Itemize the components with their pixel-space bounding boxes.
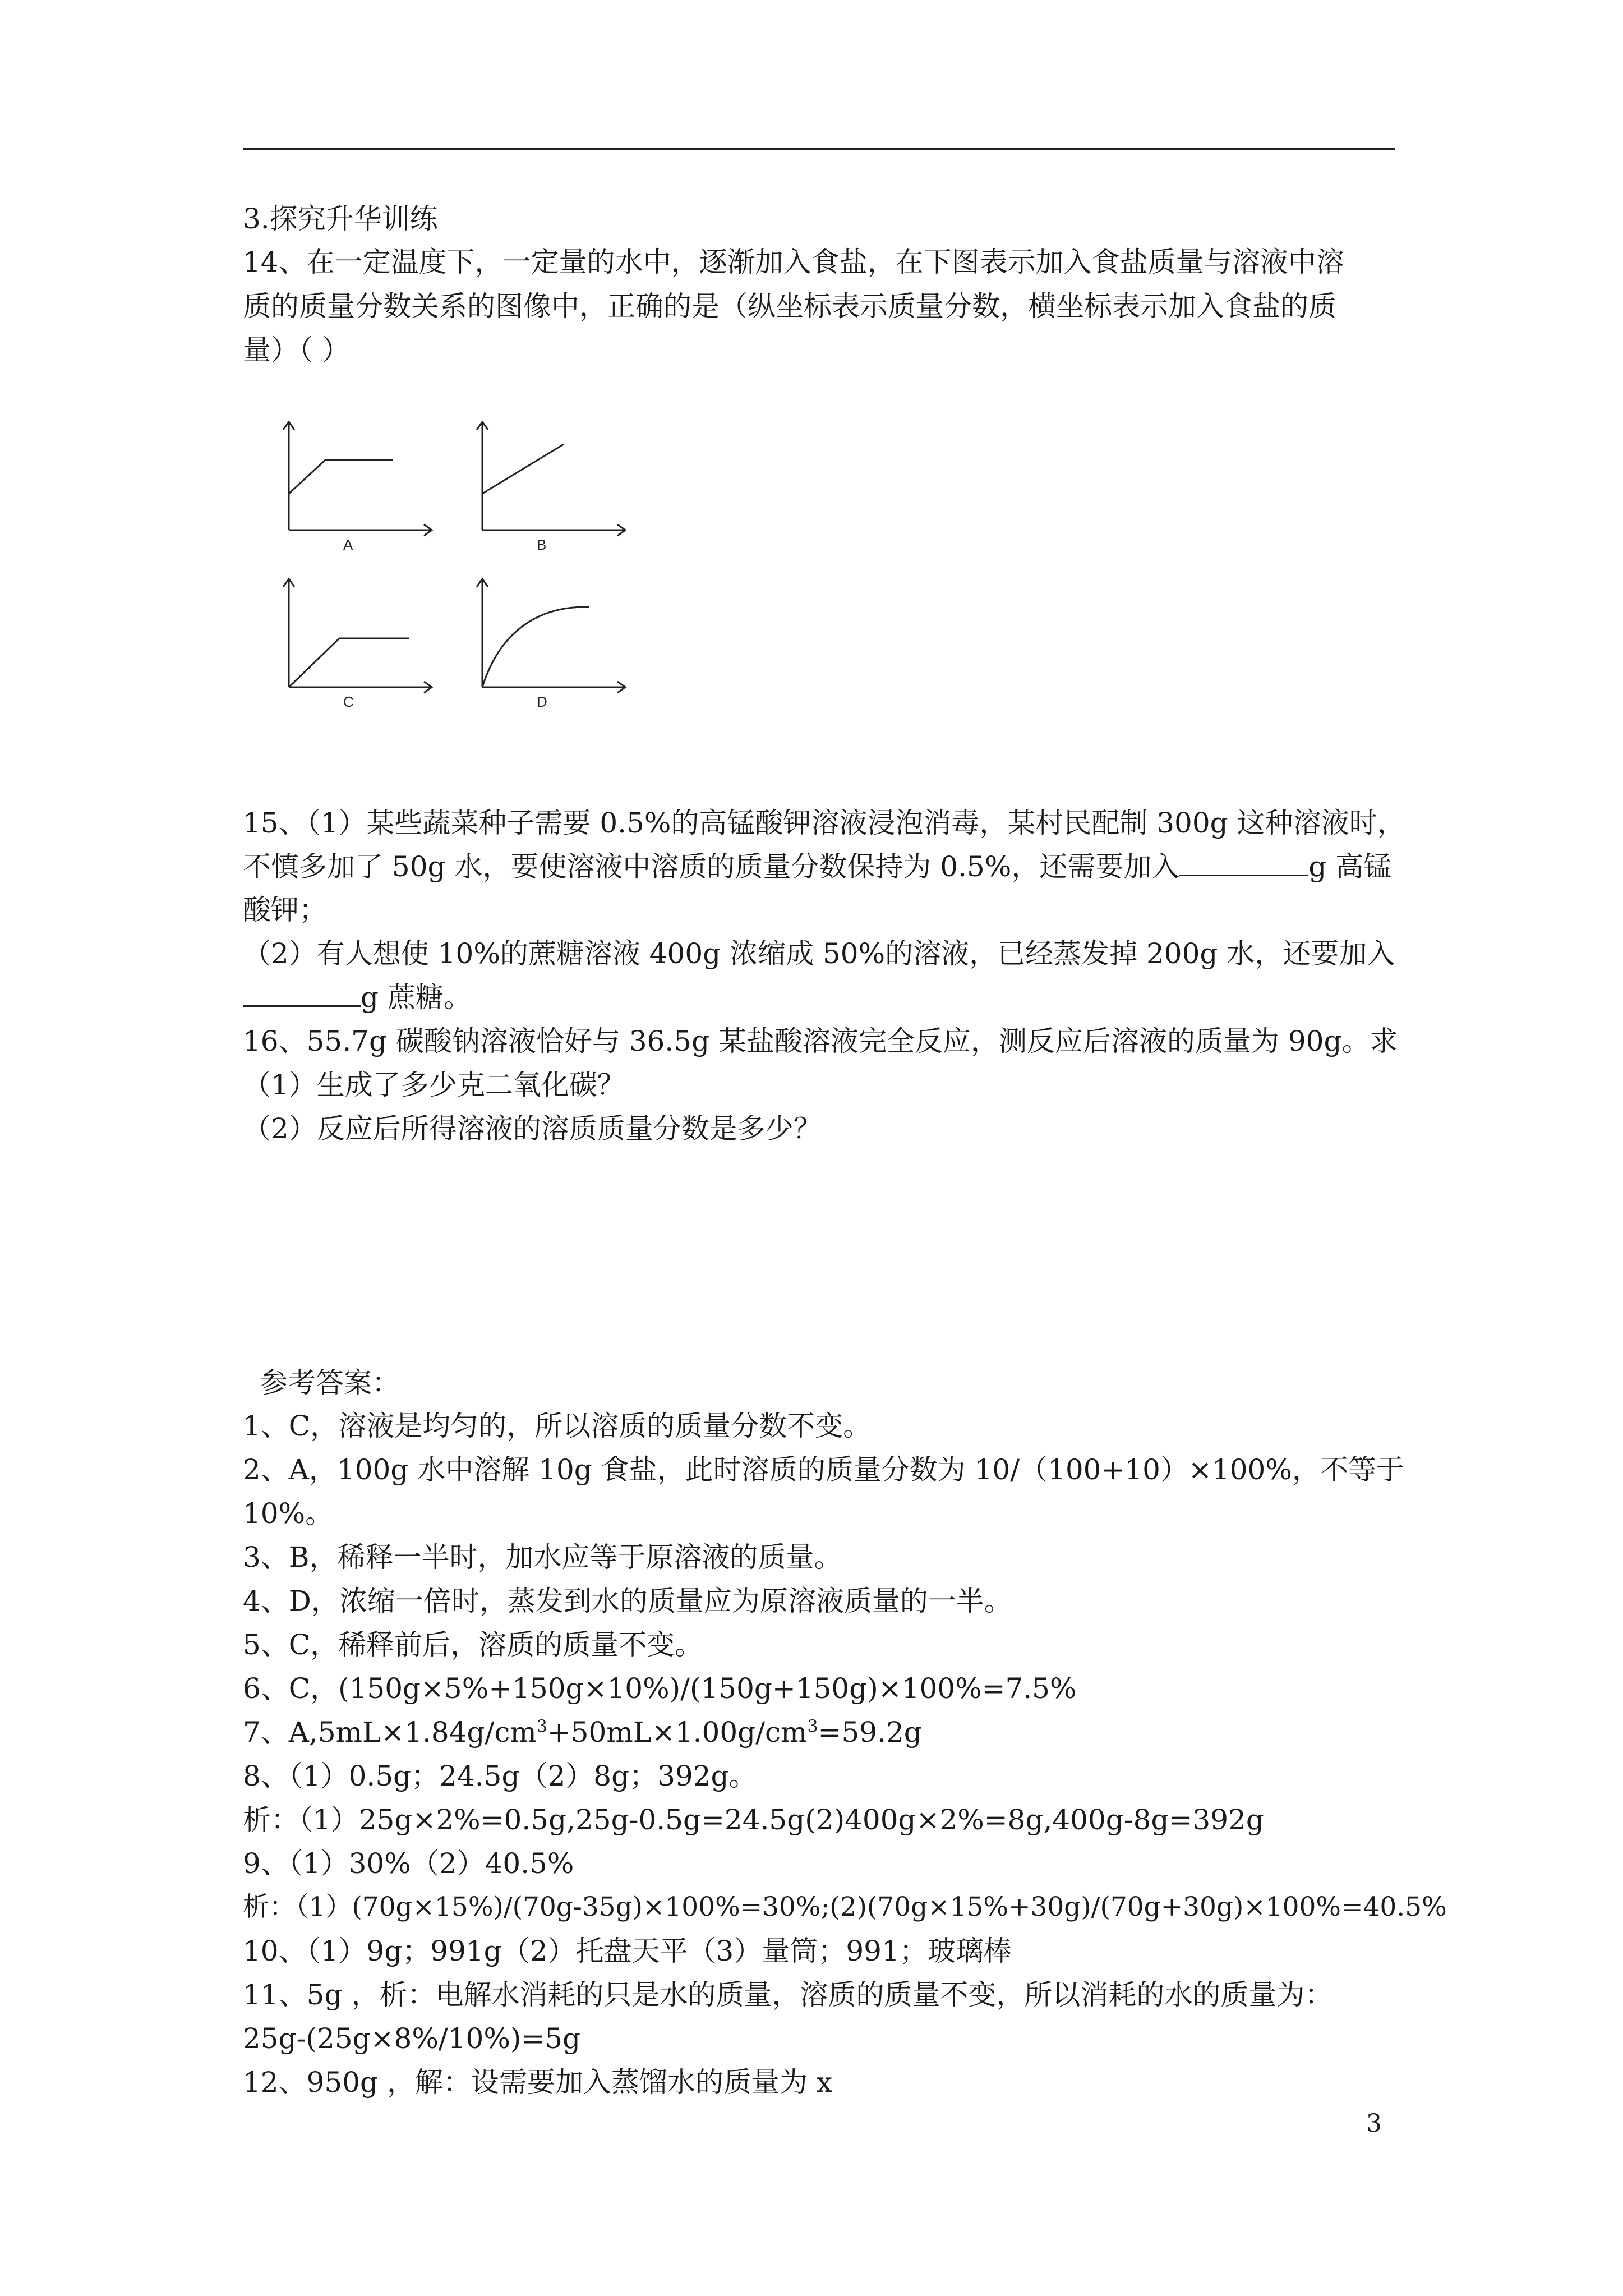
q15-line-2 [243,850,1391,884]
answer-6: 6、C，(150g×5%+150g×10%)/(150g+150g)×100%=7.5% [243,1672,1077,1705]
q16-line-1: 16、55.7g 碳酸钠溶液恰好与 36.5g 某盐酸溶液完全反应，测反应后溶液的质量为 90g。求 [243,1025,1398,1057]
answer-7-part-1: 7、A,5mL×1.84g/cm [243,1716,537,1749]
q15-line-2-text: 不慎多加了 50g 水，要使溶液中溶质的质量分数保持为 0.5%，还需要加入 [243,850,1180,883]
graph-d-label: D [537,693,547,710]
answer-8: 8、（1）0.5g；24.5g（2）8g；392g。 [243,1760,757,1792]
answer-8-explanation: 析：（1）25g×2%=0.5g,25g-0.5g=24.5g(2)400g×2%=8g,400g-8g=392g [243,1803,1264,1836]
graph-a [275,415,443,555]
answer-9-explanation: 析：（1）(70g×15%)/(70g-35g)×100%=30%;(2)(70g×15%+30g)/(70g+30g)×100%=40.5% [243,1892,1447,1922]
page-number: 3 [1366,2109,1382,2138]
answer-12: 12、950g ，解：设需要加入蒸馏水的质量为 x [243,2066,833,2099]
answer-11-line-1: 11、5g ，析：电解水消耗的只是水的质量，溶质的质量不变，所以消耗的水的质量为： [243,1978,1333,2011]
answer-7-part-2: +50mL×1.00g/cm [547,1716,808,1749]
answer-1: 1、C，溶液是均匀的，所以溶质的质量分数不变。 [243,1410,872,1442]
q15-line-4: （2）有人想使 10%的蔗糖溶液 400g 浓缩成 50%的溶液，已经蒸发掉 200g 水，还要加入 [243,937,1395,970]
q15-answer-blank-1[interactable] [1179,850,1308,876]
q14-line-3: 量）（ ） [243,334,350,366]
q15-line-5-unit: g 蔗糖。 [361,981,472,1014]
header-rule [243,148,1395,150]
answer-2-line-2: 10%。 [243,1497,334,1530]
q16-line-2: （1）生成了多少克二氧化碳？ [243,1069,625,1101]
answers-title: 参考答案： [260,1366,400,1399]
q15-line-1: 15、（1）某些蔬菜种子需要 0.5%的高锰酸钾溶液浸泡消毒，某村民配制 300g 这种溶液时， [243,807,1405,839]
answer-4: 4、D，浓缩一倍时，蒸发到水的质量应为原溶液质量的一半。 [243,1585,1012,1617]
graph-c [275,572,443,712]
graph-a-label: A [343,536,353,553]
answer-10: 10、（1）9g；991g（2）托盘天平（3）量筒；991；玻璃棒 [243,1935,1012,1967]
graph-b-label: B [537,536,547,553]
answer-7-sup-2: 3 [807,1717,818,1737]
answer-11-line-2: 25g-(25g×8%/10%)=5g [243,2022,581,2055]
answer-3: 3、B，稀释一半时，加水应等于原溶液的质量。 [243,1541,842,1573]
q15-line-3: 酸钾； [243,894,327,926]
graph-d [468,572,637,712]
graph-b [468,415,637,555]
q15-line-5 [243,981,472,1014]
answer-5: 5、C，稀释前后，溶质的质量不变。 [243,1628,703,1661]
q14-line-2: 质的质量分数关系的图像中，正确的是（纵坐标表示质量分数，横坐标表示加入食盐的质 [243,290,1336,323]
q15-answer-blank-2[interactable] [243,981,361,1007]
answer-7 [243,1715,922,1749]
answer-7-part-3: =59.2g [818,1716,922,1749]
section-title: 3.探究升华训练 [243,203,438,235]
answer-7-sup-1: 3 [536,1717,547,1737]
answer-9: 9、（1）30%（2）40.5% [243,1847,574,1880]
q15-line-2-unit: g 高锰 [1308,850,1392,883]
q16-line-3: （2）反应后所得溶液的溶质质量分数是多少？ [243,1112,822,1145]
q14-line-1: 14、在一定温度下，一定量的水中，逐渐加入食盐，在下图表示加入食盐质量与溶液中溶 [243,246,1344,278]
graph-c-label: C [343,693,354,710]
answer-2-line-1: 2、A，100g 水中溶解 10g 食盐，此时溶质的质量分数为 10/（100+10）×100%，不等于 [243,1453,1404,1486]
